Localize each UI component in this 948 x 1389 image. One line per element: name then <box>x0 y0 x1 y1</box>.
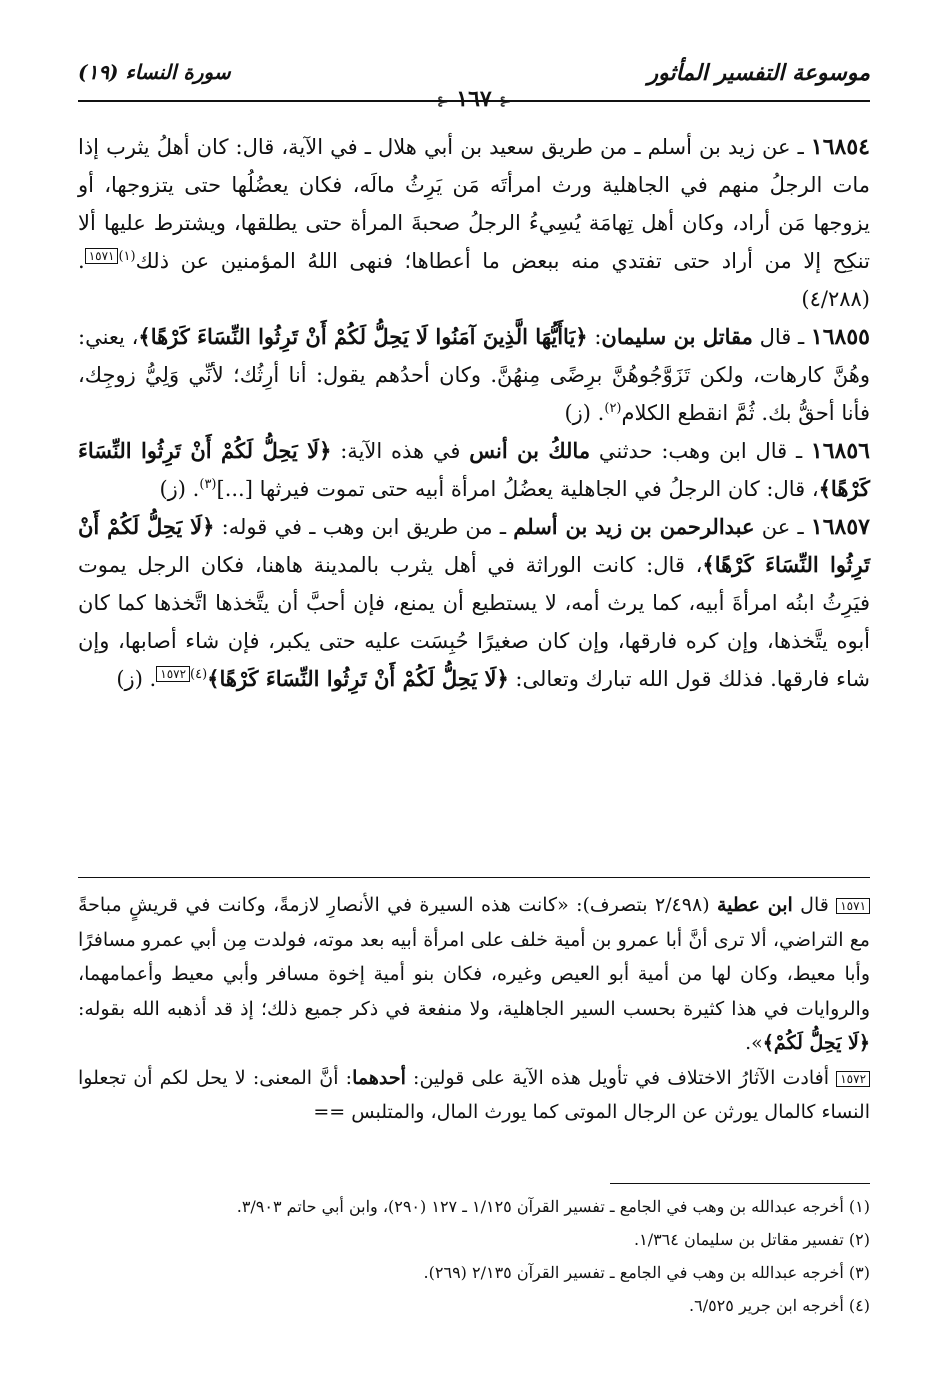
surah-label: سورة النساء (١٩) <box>78 60 231 84</box>
ornament-icon: ⊰ <box>436 94 449 110</box>
narrator-name: عبدالرحمن بن زيد بن أسلم <box>513 514 755 539</box>
header-rule <box>78 100 870 102</box>
note-reference: ١٥٧١ <box>85 248 119 264</box>
narration-text: في هذه الآية: <box>331 439 470 463</box>
page-header <box>78 58 870 118</box>
note-reference: ١٥٧٢ <box>836 1071 870 1087</box>
narration-text: ، يعني: وهُنَّ كارهات، ولكن تَزَوَّجُوهُنَّ برِضًى مِنهُنَّ. وكان أحدُهم يقول: أنا أرِثُك؛ لأنِّي وَلِيُّ زوجِك، فأنا أحقُّ بك. ثُمَّ انقطع الكلام <box>78 325 870 425</box>
page-number-wrap <box>437 86 511 112</box>
narration-paragraph <box>78 318 870 432</box>
main-text <box>78 128 870 698</box>
footnote-marker: (٢) <box>604 401 622 416</box>
quran-verse: ﴿لَا يَحِلُّ لَكُمْ أَنْ تَرِثُوا النِّسَاءَ كَرْهًا﴾ <box>78 438 870 501</box>
footnotes <box>78 1190 870 1322</box>
quran-verse: ﴿لَا يَحِلُّ لَكُمْ أَنْ تَرِثُوا النِّسَاءَ كَرْهًا﴾ <box>207 666 509 691</box>
book-title: موسوعة التفسير المأثور <box>647 60 870 86</box>
footnote: (٢) تفسير مقاتل بن سليمان ١/٣٦٤. <box>634 1230 870 1249</box>
notes-separator <box>78 877 870 878</box>
narration-text: ـ قال <box>752 325 811 349</box>
narration-text: . (ز) <box>159 477 200 501</box>
narration-number: ١٦٨٥٦ <box>810 438 870 464</box>
commentary-notes <box>78 888 870 1130</box>
quran-verse: ﴿لَا يَحِلُّ لَكُمْ﴾ <box>762 1032 870 1054</box>
note-keyword: أحدهما <box>352 1066 406 1089</box>
note-text: : أنَّ المعنى: لا يحل لكم أن تجعلوا النساء كالمال يورثن عن الرجال الموتى كما يورث المال، والمتلبس == <box>78 1066 870 1123</box>
note-text: (٢/٤٩٨ بتصرف): «كانت هذه السيرة في الأنصارِ لازمةً، وكانت في قريشٍ مباحةً مع التراضي، ألا ترى أنَّ أبا عمرو بن أمية خلف على امرأة أبيه بعد موته، فولدت مِن أبي عمرو مسافرًا وأبا معيط، وكان لها من أمية أبو العيص وغيره، فكان بنو أمية إخوة مسافر وأبي معيط وأعمامهما، والروايات في هذا كثيرة بحسب السير الجاهلية، ولا منفعة في ذكر جميع ذلك؛ إذ قد أذهبه الله بقوله: <box>78 894 870 1020</box>
narration-text: ـ من طريق ابن وهب ـ في قوله: <box>214 515 514 539</box>
narration-text: ـ عن زيد بن أسلم ـ من طريق سعيد بن أبي هلال ـ في الآية، قال: كان أهلُ يثرب إذا مات الرجلُ منهم في الجاهلية ورث امرأتَه مَن يَرِثُ مالَه، فكان يعضُلُها حتى يتزوجها، أو يزوجها مَن أراد، وكان أهل تِهامَة يُسِيءُ الرجلُ صحبةَ المرأة حتى يطلقها، ويشترط عليها ألا تنكِح إلا من أراد حتى تفتدي منه ببعض ما أعطاها؛ فنهى اللهُ المؤمنين عن ذلك <box>78 135 870 273</box>
note-text: أفادت الآثارُ الاختلاف في تأويل هذه الآية على قولين: <box>405 1066 837 1089</box>
note-text: قال <box>792 894 837 916</box>
narration-text: ، قال: كان الرجلُ في الجاهلية يعضُلُ امرأة أبيه حتى تموت فيرثها [...] <box>216 477 819 501</box>
narrator-name: مالكُ بن أنس <box>469 438 591 463</box>
narration-text: ، قال: كانت الوراثة في أهل يثرب بالمدينة هاهنا، فكان الرجل يموت فيَرِثُ ابنُه امرأةَ أبيه، كما يرث أمه، لا يستطيع أن يمنع، فإن أحبَّ أن يتَّخذها اتَّخذها كما كان أبوه يتَّخذها، وإن كره فارقها، وإن كان صغيرًا حُبِسَت عليه حتى يكبر، فإن شاء أصابها، وإن شاء فارقها. فذلك قول الله تبارك وتعالى: <box>78 553 870 691</box>
narration-text: . (٤/٢٨٨) <box>78 249 870 311</box>
narration-text: : <box>587 325 602 349</box>
narration-number: ١٦٨٥٧ <box>810 514 870 540</box>
footnote: (٣) أخرجه عبدالله بن وهب في الجامع ـ تفسير القرآن ٢/١٣٥ (٢٦٩). <box>423 1263 870 1282</box>
narration-text: ـ عن <box>754 515 811 539</box>
narration-paragraph <box>78 128 870 318</box>
narration-number: ١٦٨٥٤ <box>810 134 870 160</box>
narration-text: . (ز) <box>116 667 157 691</box>
narrator-name: مقاتل بن سليمان <box>601 324 753 349</box>
ornament-icon: ⊰ <box>499 94 512 110</box>
footnote-marker: (٣) <box>199 477 217 492</box>
commentary-note <box>78 1061 870 1130</box>
note-reference: ١٥٧١ <box>836 898 870 914</box>
footnotes-separator <box>610 1183 870 1184</box>
page-number: ١٦٧ <box>456 86 492 112</box>
scholar-name: ابن عطية <box>716 894 793 916</box>
footnote: (١) أخرجه عبدالله بن وهب في الجامع ـ تفسير القرآن ١/١٢٥ ـ ١٢٧ (٢٩٠)، وابن أبي حاتم ٣/٩٠٣. <box>236 1197 870 1216</box>
footnote-marker: (١) <box>118 249 136 264</box>
footnote-marker: (٤) <box>190 667 208 682</box>
narration-text: ـ قال ابن وهب: حدثني <box>590 439 811 463</box>
commentary-note <box>78 888 870 1061</box>
narration-paragraph <box>78 432 870 508</box>
narration-number: ١٦٨٥٥ <box>810 324 870 350</box>
note-reference: ١٥٧٢ <box>156 666 190 682</box>
note-text: ». <box>745 1032 763 1054</box>
narration-text: . (ز) <box>564 401 605 425</box>
quran-verse: ﴿يَاأَيُّهَا الَّذِينَ آمَنُوا لَا يَحِلُّ لَكُمْ أَنْ تَرِثُوا النِّسَاءَ كَرْهًا﴾ <box>138 324 588 349</box>
narration-paragraph <box>78 508 870 698</box>
footnote: (٤) أخرجه ابن جرير ٦/٥٢٥. <box>689 1296 870 1315</box>
quran-verse: ﴿لَا يَحِلُّ لَكُمْ أَنْ تَرِثُوا النِّسَاءَ كَرْهًا﴾ <box>78 514 870 577</box>
